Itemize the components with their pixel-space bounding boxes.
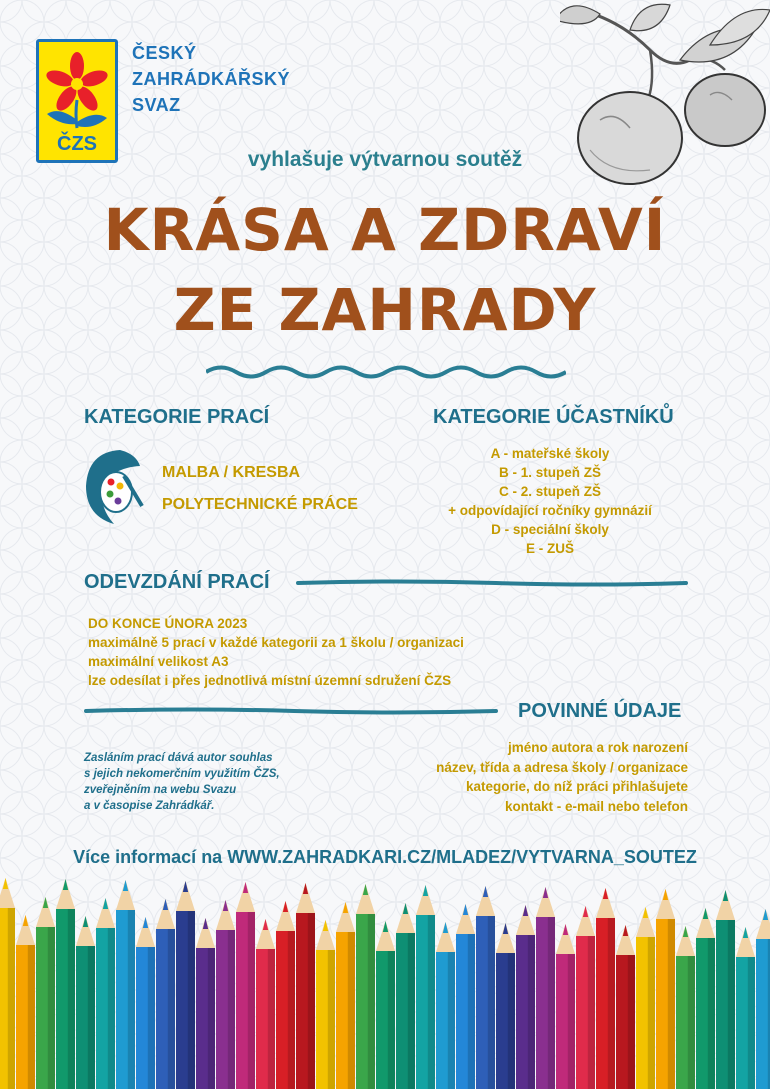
consent-line: Zasláním prací dává autor souhlas bbox=[84, 752, 273, 764]
required-heading: POVINNÉ ÚDAJE bbox=[518, 700, 682, 722]
announce-text: vyhlašuje výtvarnou soutěž bbox=[247, 148, 523, 171]
pencil bbox=[556, 924, 575, 1089]
pencil bbox=[656, 889, 675, 1089]
pencil bbox=[216, 900, 235, 1089]
pencil bbox=[496, 923, 515, 1089]
submission-line: maximální velikost A3 bbox=[88, 654, 229, 669]
list-item: C - 2. stupeň ZŠ bbox=[498, 484, 601, 499]
czs-logo bbox=[36, 39, 118, 163]
pencil bbox=[596, 888, 615, 1089]
pencil bbox=[756, 909, 770, 1089]
pencil bbox=[736, 927, 755, 1089]
consent-note bbox=[84, 750, 280, 814]
work-categories-heading: KATEGORIE PRACÍ bbox=[84, 406, 270, 428]
org-name-line: ČESKÝ bbox=[132, 43, 197, 63]
pencil bbox=[696, 908, 715, 1089]
submission-line: DO KONCE ÚNORA 2023 bbox=[88, 616, 248, 631]
submission-line: maximálně 5 prací v každé kategorii za 1 školu / organizaci bbox=[88, 635, 464, 650]
pencil bbox=[256, 919, 275, 1089]
pencil bbox=[156, 899, 175, 1089]
pencil bbox=[576, 906, 595, 1089]
colored-pencils-illustration bbox=[0, 870, 770, 1089]
palette-icon bbox=[80, 446, 148, 526]
pencil bbox=[396, 903, 415, 1089]
pencil bbox=[476, 886, 495, 1089]
list-item: B - 1. stupeň ZŠ bbox=[498, 465, 601, 480]
participant-categories-heading: KATEGORIE ÚČASTNÍKŮ bbox=[433, 406, 674, 428]
submission-heading: ODEVZDÁNÍ PRACÍ bbox=[84, 571, 270, 593]
pencil bbox=[416, 885, 435, 1089]
consent-line: a v časopise Zahrádkář. bbox=[84, 800, 215, 812]
pencil bbox=[56, 879, 75, 1089]
logo-text: ČZS bbox=[57, 133, 97, 155]
pencil bbox=[676, 926, 695, 1089]
pencil bbox=[456, 904, 475, 1089]
pencil bbox=[236, 882, 255, 1089]
submission-line: lze odesílat i přes jednotlivá místní územní sdružení ČZS bbox=[88, 673, 452, 688]
org-name-line: SVAZ bbox=[132, 95, 181, 115]
pencil bbox=[136, 917, 155, 1089]
list-item: E - ZUŠ bbox=[525, 541, 574, 556]
consent-line: s jejich nekomerčním využitím ČZS, bbox=[84, 768, 280, 780]
wave-divider bbox=[206, 363, 566, 381]
more-info-link[interactable]: Více informací na WWW.ZAHRADKARI.CZ/MLADEZ/VYTVARNA_SOUTEZ bbox=[73, 847, 697, 867]
flower-icon bbox=[39, 44, 115, 134]
required-line: kategorie, do níž práci přihlašujete bbox=[465, 779, 688, 794]
pencil bbox=[36, 897, 55, 1089]
pencil bbox=[96, 898, 115, 1089]
pencil bbox=[176, 881, 195, 1089]
pencil bbox=[316, 920, 335, 1089]
list-item: A - mateřské školy bbox=[490, 446, 610, 461]
required-line: jméno autora a rok narození bbox=[507, 740, 688, 755]
pencil bbox=[16, 915, 35, 1089]
pencil bbox=[196, 918, 215, 1089]
pencil bbox=[516, 905, 535, 1089]
pencil bbox=[616, 925, 635, 1089]
pencil bbox=[296, 883, 315, 1089]
organization-name bbox=[132, 40, 290, 118]
list-item: + odpovídající ročníky gymnázií bbox=[448, 503, 652, 518]
pencil bbox=[336, 902, 355, 1089]
work-category-item: POLYTECHNICKÉ PRÁCE bbox=[162, 496, 358, 513]
pencil bbox=[536, 887, 555, 1089]
pencil bbox=[636, 907, 655, 1089]
pencil bbox=[76, 916, 95, 1089]
pencil bbox=[276, 901, 295, 1089]
required-details bbox=[360, 738, 688, 816]
participant-categories-list bbox=[420, 444, 680, 558]
divider-line bbox=[296, 578, 688, 588]
contest-title-line1: KRÁSA A ZDRAVÍ bbox=[103, 196, 667, 264]
work-category-item: MALBA / KRESBA bbox=[162, 464, 301, 481]
consent-line: zveřejněním na webu Svazu bbox=[84, 784, 237, 796]
required-line: kontakt - e-mail nebo telefon bbox=[504, 798, 688, 814]
pencil bbox=[716, 890, 735, 1089]
contest-title-line2: ZE ZAHRADY bbox=[173, 276, 597, 344]
pencil bbox=[356, 884, 375, 1089]
pencil bbox=[0, 878, 15, 1089]
list-item: D - speciální školy bbox=[491, 522, 609, 537]
divider-line bbox=[84, 706, 498, 716]
pencil bbox=[376, 921, 395, 1089]
pencil bbox=[116, 880, 135, 1089]
pencil bbox=[436, 922, 455, 1089]
required-line: název, třída a adresa školy / organizace bbox=[436, 759, 688, 775]
org-name-line: ZAHRÁDKÁŘSKÝ bbox=[132, 69, 290, 89]
submission-details bbox=[88, 614, 464, 690]
